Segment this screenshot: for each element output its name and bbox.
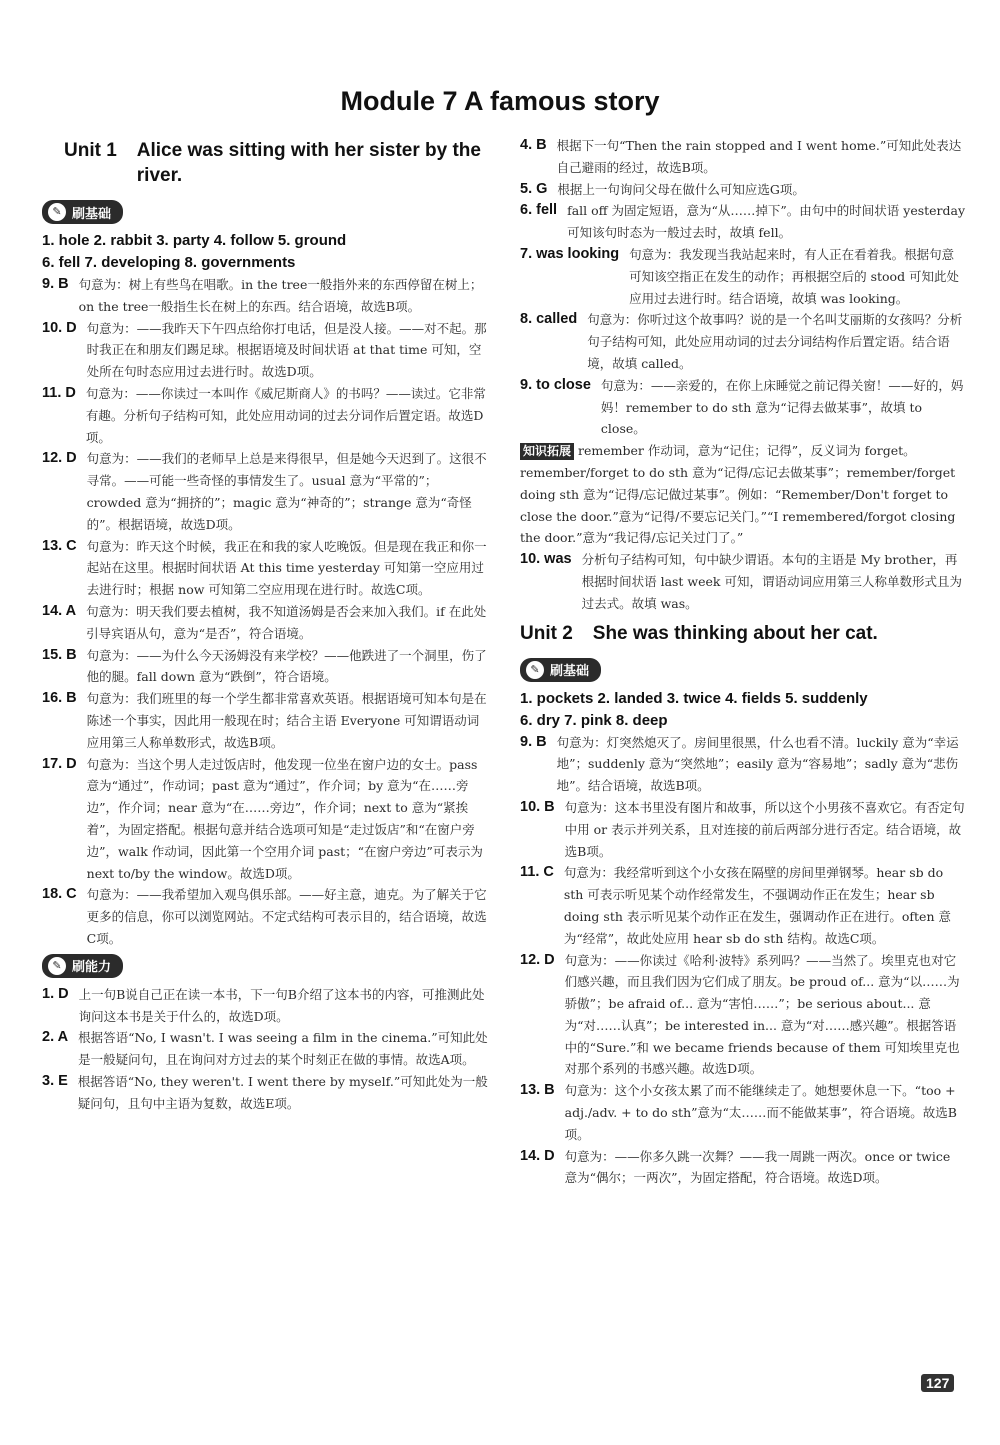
list-item xyxy=(42,318,490,383)
list-item xyxy=(42,754,490,885)
item-number: 10. was xyxy=(520,551,572,568)
list-item xyxy=(520,309,966,374)
knowledge-extension-tag: 知识拓展 xyxy=(520,443,574,460)
list-item xyxy=(520,1080,966,1145)
item-explanation: fall off 为固定短语，意为“从……掉下”。由句中的时间状语 yesterday 可知该句时态为一般过去时，故填 fell。 xyxy=(567,203,966,241)
item-number: 15. B xyxy=(42,646,77,663)
item-number: 1. D xyxy=(42,985,69,1002)
unit1-basic-badge xyxy=(42,200,123,224)
item-explanation: 句意为：——我希望加入观鸟俱乐部。——好主意，迪克。为了解关于它更多的信息，你可以浏览网站。不定式结构可表示目的，结合语境，故选C项。 xyxy=(86,887,487,946)
list-item xyxy=(42,884,490,949)
unit1-vocab-line2: 6. fell 7. developing 8. governments xyxy=(42,254,296,271)
left-column xyxy=(42,135,490,1114)
item-explanation: 句意为：——我昨天下午四点给你打电话，但是没人接。——对不起。那时我正在和朋友们踢足球。根据语境及时间状语 at that time 可知，空处所在句时态应用过去进行时。故选D项。 xyxy=(86,320,487,380)
item-explanation: 句意为：这个小女孩太累了而不能继续走了。她想要休息一下。“too + adj./adv. + to do sth”意为“太……而不能做某事”，符合语境。故选B项。 xyxy=(564,1083,957,1142)
unit2-answer-list xyxy=(520,732,966,1190)
list-item xyxy=(520,797,966,862)
item-explanation: 句意为：我经常听到这个小女孩在隔壁的房间里弹钢琴。hear sb do sth 可表示听见某个动作经常发生，不强调动作正在发生；hear sb doing sth 表示听见某个动作正在发生，强调动作正在进行。often 意为“经常”，故此处应用 hear sb do sth 结构。故选C项。 xyxy=(563,865,951,946)
item-explanation: 句意为：你听过这个故事吗？说的是一个名叫艾丽斯的女孩吗？分析句子结构可知，此处应用动词的过去分词结构作后置定语。结合语境，故填 called。 xyxy=(587,312,963,371)
badge-label: 刷基础 xyxy=(550,664,590,680)
item-explanation: 句意为：——你多久跳一次舞？——我一周跳一两次。once or twice 意为“偶尔；一两次”，为固定搭配，符合语境。故选D项。 xyxy=(564,1148,951,1186)
list-item xyxy=(42,274,490,318)
item-number: 11. D xyxy=(42,384,76,401)
list-item xyxy=(42,1027,490,1071)
unit2-label: Unit 2 xyxy=(520,622,573,644)
badge-label: 刷能力 xyxy=(72,960,112,976)
item-explanation: 句意为：灯突然熄灭了。房间里很黑，什么也看不清。luckily 意为“幸运地”；suddenly 意为“突然地”；easily 意为“容易地”；sadly 意为“悲伤地”。结合语境，故选B项。 xyxy=(556,734,959,794)
item-number: 10. B xyxy=(520,798,555,815)
unit1-answer-list xyxy=(42,274,490,950)
list-item xyxy=(520,200,966,244)
item-explanation: 句意为：当这个男人走过饭店时，他发现一位坐在窗户边的女士。pass 意为“通过”，作动词；past 意为“通过”，作介词；by 意为“在……旁边”，作介词；near 意为“在……旁边”，作介词；next to 意为“紧挨着”，为固定搭配。根据句意并结合选项可知是“走过饭店”和“在窗户旁边”，walk 作动词，因此第一个空用介词 past；“在窗户旁边”可表示为 next to/by the window。故选D项。 xyxy=(86,756,483,881)
unit1-heading xyxy=(42,138,490,188)
item-explanation: 句意为：昨天这个时候，我正在和我的家人吃晚饭。但是现在我正和你一起站在这里。根据时间状语 At this time yesterday 可知第一空应用过去进行时；根据 now 可知第二空应用现在进行时。故选C项。 xyxy=(86,538,487,598)
unit1-title: Alice was sitting with her sister by the river. xyxy=(136,140,481,186)
unit2-vocab-line2: 6. dry 7. pink 8. deep xyxy=(520,711,668,729)
item-explanation: 句意为：树上有些鸟在唱歌。in the tree一般指外来的东西停留在树上；on the tree一般指生长在树上的东西。结合语境，故选B项。 xyxy=(78,277,483,314)
pencil-icon: ✎ xyxy=(526,661,544,679)
item-number: 9. to close xyxy=(520,376,591,393)
item-explanation: 根据答语“No, I wasn't. I was seeing a film in the cinema.”可知此处是一般疑问句，且在询问对方过去的某个时刻正在做的事情。故选A项。 xyxy=(78,1030,488,1068)
item-number: 12. D xyxy=(520,951,555,968)
item-explanation: 句意为：——你读过一本叫作《威尼斯商人》的书吗？——读过。它非常有趣。分析句子结构可知，此处应用动词的过去分词作后置定语。故选D项。 xyxy=(85,385,486,445)
list-item xyxy=(520,375,966,440)
item-number: 10. D xyxy=(42,319,77,336)
list-item xyxy=(42,383,490,448)
list-item xyxy=(520,1146,966,1190)
item-explanation: 句意为：我们班里的每一个学生都非常喜欢英语。根据语境可知本句是在陈述一个事实，因此用一般现在时；结合主语 Everyone 可知谓语动词应用第三人称单数形式，故选B项。 xyxy=(86,691,487,750)
page-title: Module 7 A famous story xyxy=(340,86,660,116)
item-explanation: 句意为：我发现当我站起来时，有人正在看着我。根据句意可知该空指正在发生的动作；再根据空后的 stood 可知此处应用过去进行时。结合语境，故填 was looking。 xyxy=(629,246,960,306)
unit2-title: She was thinking about her cat. xyxy=(592,622,878,644)
list-item xyxy=(520,179,966,201)
item-number: 6. fell xyxy=(520,202,558,219)
unit2-vocab-line1: 1. pockets 2. landed 3. twice 4. fields 5. suddenly xyxy=(520,689,868,707)
list-item xyxy=(520,244,966,309)
page-number: 127 xyxy=(921,1374,954,1392)
knowledge-extension-text: remember 作动词，意为“记住；记得”，反义词为 forget。remember/forget to do sth 意为“记得/忘记去做某事”；remember/forget doing sth 意为“记得/忘记做过某事”。例如：“Remember/Don't forget to close the door.”意为“记得/不要忘记关门。”“I remembered/forgot closing the door.”意为“我记得/忘记关过门了。” xyxy=(520,443,956,546)
item-number: 11. C xyxy=(520,864,554,881)
unit1-ability-list-left xyxy=(42,984,490,1115)
item-number: 13. B xyxy=(520,1082,555,1099)
unit1-label: Unit 1 xyxy=(64,140,117,161)
list-item xyxy=(42,645,490,689)
unit1-ability-list-right xyxy=(520,135,966,440)
item-number: 17. D xyxy=(42,755,77,772)
item-number: 14. D xyxy=(520,1147,555,1164)
item-explanation: 分析句子结构可知，句中缺少谓语。本句的主语是 My brother，再根据时间状语 last week 可知，谓语动词应用第三人称单数形式且为过去式。故填 was。 xyxy=(581,552,962,611)
pencil-icon: ✎ xyxy=(48,957,66,975)
item-explanation: 句意为：——我们的老师早上总是来得很早，但是她今天迟到了。这很不寻常。——可能一些奇怪的事情发生了。usual 意为“平常的”；crowded 意为“拥挤的”；magic 意为“神奇的”；strange 意为“奇怪的”。根据语境，故选D项。 xyxy=(86,451,487,532)
list-item xyxy=(520,950,966,1081)
unit2-heading xyxy=(520,621,966,646)
list-item xyxy=(42,601,490,645)
item-explanation: 根据答语“No, they weren't. I went there by myself.”可知此处为一般疑问句，且句中主语为复数，故选E项。 xyxy=(77,1073,488,1111)
item-number: 4. B xyxy=(520,137,547,153)
item-number: 2. A xyxy=(42,1029,69,1046)
item-explanation: 根据上一句询问父母在做什么可知应选G项。 xyxy=(557,181,805,197)
item-number: 16. B xyxy=(42,690,77,707)
knowledge-extension xyxy=(520,440,966,549)
list-item xyxy=(42,688,490,753)
list-item xyxy=(42,1071,490,1115)
item-number: 12. D xyxy=(42,450,77,467)
list-item xyxy=(520,862,966,949)
item-number: 7. was looking xyxy=(520,245,620,262)
unit2-basic-badge xyxy=(520,658,601,682)
item-number: 9. B xyxy=(42,276,69,292)
item-explanation: 句意为：明天我们要去植树，我不知道汤姆是否会来加入我们。if 在此处引导宾语从句，意为“是否”，符合语境。 xyxy=(86,603,487,641)
item-explanation: 句意为：——为什么今天汤姆没有来学校？——他跌进了一个洞里，伤了他的腿。fall down 意为“跌倒”，符合语境。 xyxy=(86,647,487,685)
unit1-vocab-line1: 1. hole 2. rabbit 3. party 4. follow 5. ground xyxy=(42,232,347,249)
pencil-icon: ✎ xyxy=(48,203,66,221)
item-explanation: 根据下一句“Then the rain stopped and I went home.”可知此处表达自己避雨的经过，故选B项。 xyxy=(556,138,962,175)
item-number: 13. C xyxy=(42,537,77,554)
item-explanation: 上一句B说自己正在读一本书，下一句B介绍了这本书的内容，可推测此处询问这本书是关于什么的，故选D项。 xyxy=(78,986,485,1024)
item-number: 8. called xyxy=(520,311,578,328)
list-item xyxy=(520,549,966,614)
list-item xyxy=(520,732,966,797)
unit1-ability-badge xyxy=(42,954,123,978)
list-item xyxy=(42,984,490,1028)
item-number: 9. B xyxy=(520,733,547,750)
item-explanation: 句意为：这本书里没有图片和故事，所以这个小男孩不喜欢它。有否定句中用 or 表示并列关系，且对连接的前后两部分进行否定。结合语境，故选B项。 xyxy=(564,799,965,859)
list-item xyxy=(520,135,966,179)
item-number: 14. A xyxy=(42,602,77,619)
item-explanation: 句意为：——亲爱的，在你上床睡觉之前记得关窗！——好的，妈妈！remember to do sth 意为“记得去做某事”，故填 to close。 xyxy=(600,377,964,437)
item-number: 18. C xyxy=(42,886,77,903)
right-column xyxy=(520,135,966,1189)
item-explanation: 句意为：——你读过《哈利·波特》系列吗？——当然了。埃里克也对它们感兴趣，而且我们因为它们成了朋友。be proud of... 意为“以……为骄傲”；be afraid of... 意为“害怕……”；be serious about... 意为“对……认真”；be interested in... 意为“对……感兴趣”。根据答语中的“Sure.”和 we became friends because of them 可知埃里克也对那个系列的书感兴趣。故选D项。 xyxy=(564,952,960,1077)
badge-label: 刷基础 xyxy=(72,206,112,222)
list-item xyxy=(42,448,490,535)
item-number: 3. E xyxy=(42,1072,68,1089)
item-number: 5. G xyxy=(520,180,548,197)
list-item xyxy=(42,536,490,601)
